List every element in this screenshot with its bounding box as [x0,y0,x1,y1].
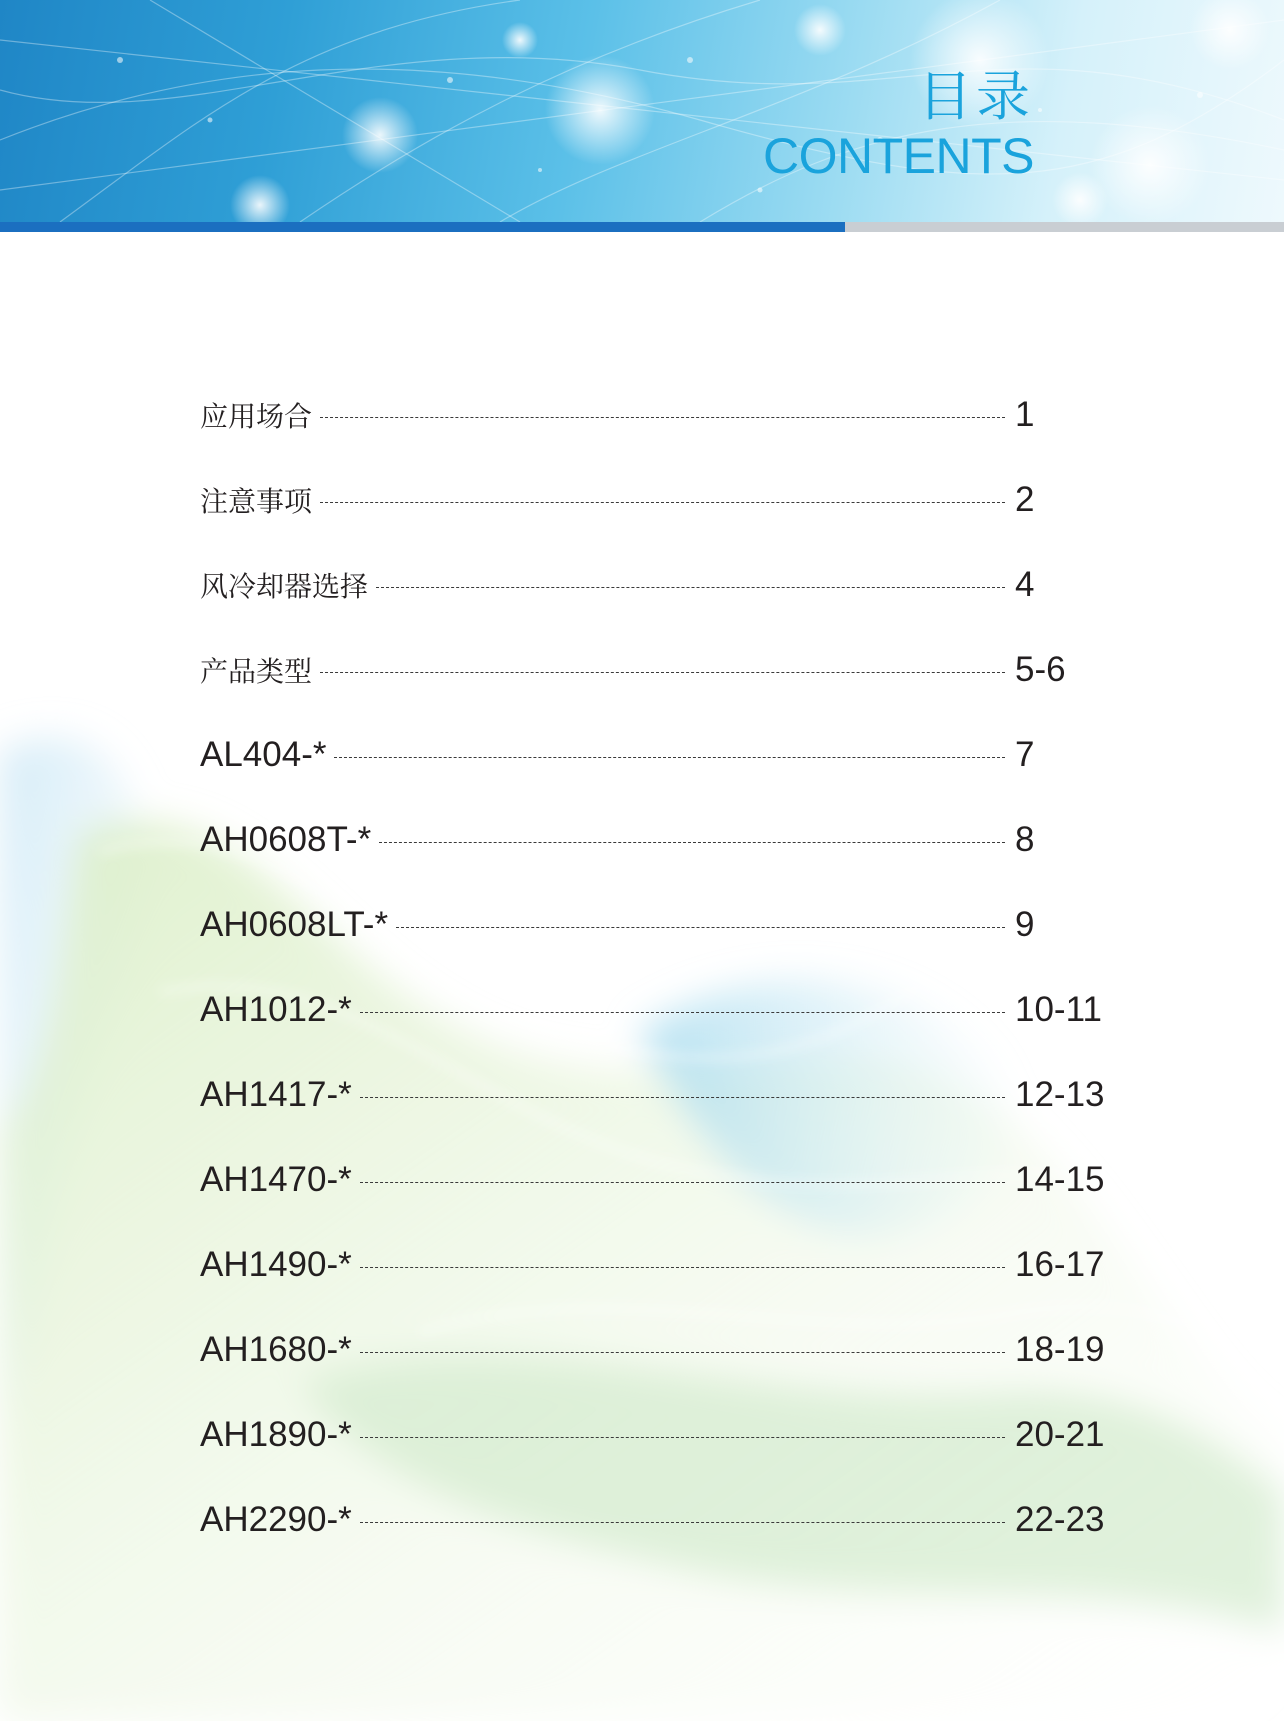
toc-entry[interactable] [200,1392,1120,1477]
toc-entry-title: AH1890-* [200,1414,352,1454]
header-divider [0,222,1284,232]
divider-grey-segment [845,222,1284,232]
toc-dot-leader [376,587,1005,588]
toc-entry-title: AH1012-* [200,989,352,1029]
banner-decoration [0,0,1284,222]
toc-entry[interactable] [200,1052,1120,1137]
toc-entry[interactable] [200,1222,1120,1307]
toc-entry[interactable] [200,712,1120,797]
toc-entry[interactable] [200,967,1120,1052]
toc-entry-title: AH1470-* [200,1159,352,1199]
toc-dot-leader [360,1182,1005,1183]
toc-dot-leader [360,1012,1005,1013]
toc-entry-title: 应用场合 [200,399,313,433]
toc-entry[interactable] [200,1307,1120,1392]
toc-entry-page-number: 16-17 [1015,1244,1105,1284]
toc-entry-page-number: 12-13 [1015,1074,1105,1114]
toc-entry-page-number: 1 [1015,394,1035,434]
toc-entry[interactable] [200,882,1120,967]
toc-entry-page-number: 4 [1015,564,1035,604]
page-title-block [763,66,1034,184]
toc-dot-leader [360,1522,1005,1523]
page-title-chinese: 目录 [918,65,1034,128]
toc-entry-title: AH1680-* [200,1329,352,1369]
toc-entry[interactable] [200,457,1120,542]
page-title-english: CONTENTS [763,128,1034,184]
toc-entry[interactable] [200,542,1120,627]
toc-dot-leader [360,1097,1005,1098]
divider-blue-segment [0,222,845,232]
toc-dot-leader [360,1267,1005,1268]
toc-entry-title: AH1417-* [200,1074,352,1114]
toc-dot-leader [396,927,1005,928]
toc-entry-page-number: 8 [1015,819,1035,859]
toc-entry-page-number: 5-6 [1015,649,1066,689]
header-banner [0,0,1284,222]
toc-dot-leader [320,417,1005,418]
toc-entry[interactable] [200,1137,1120,1222]
toc-entry-page-number: 2 [1015,479,1035,519]
toc-entry[interactable] [200,797,1120,882]
toc-entry-title: AH1490-* [200,1244,352,1284]
toc-entry-title: AL404-* [200,734,327,774]
toc-entry-title: 风冷却器选择 [200,569,369,603]
toc-dot-leader [360,1437,1005,1438]
toc-entry[interactable] [200,627,1120,712]
toc-dot-leader [334,757,1005,758]
toc-dot-leader [379,842,1005,843]
toc-dot-leader [320,502,1005,503]
toc-entry-page-number: 10-11 [1015,989,1102,1029]
toc-entry-title: AH2290-* [200,1499,352,1539]
toc-entry-page-number: 9 [1015,904,1035,944]
toc-entry-page-number: 20-21 [1015,1414,1105,1454]
toc-entry-page-number: 7 [1015,734,1035,774]
toc-entry-title: AH0608LT-* [200,904,389,944]
toc-dot-leader [320,672,1005,673]
toc-entry-page-number: 22-23 [1015,1499,1105,1539]
table-of-contents [200,372,1120,1562]
toc-entry[interactable] [200,1477,1120,1562]
toc-entry-title: AH0608T-* [200,819,372,859]
toc-entry-page-number: 14-15 [1015,1159,1105,1199]
toc-entry-page-number: 18-19 [1015,1329,1105,1369]
toc-entry[interactable] [200,372,1120,457]
toc-entry-title: 注意事项 [200,484,313,518]
toc-dot-leader [360,1352,1005,1353]
toc-entry-title: 产品类型 [200,654,313,688]
